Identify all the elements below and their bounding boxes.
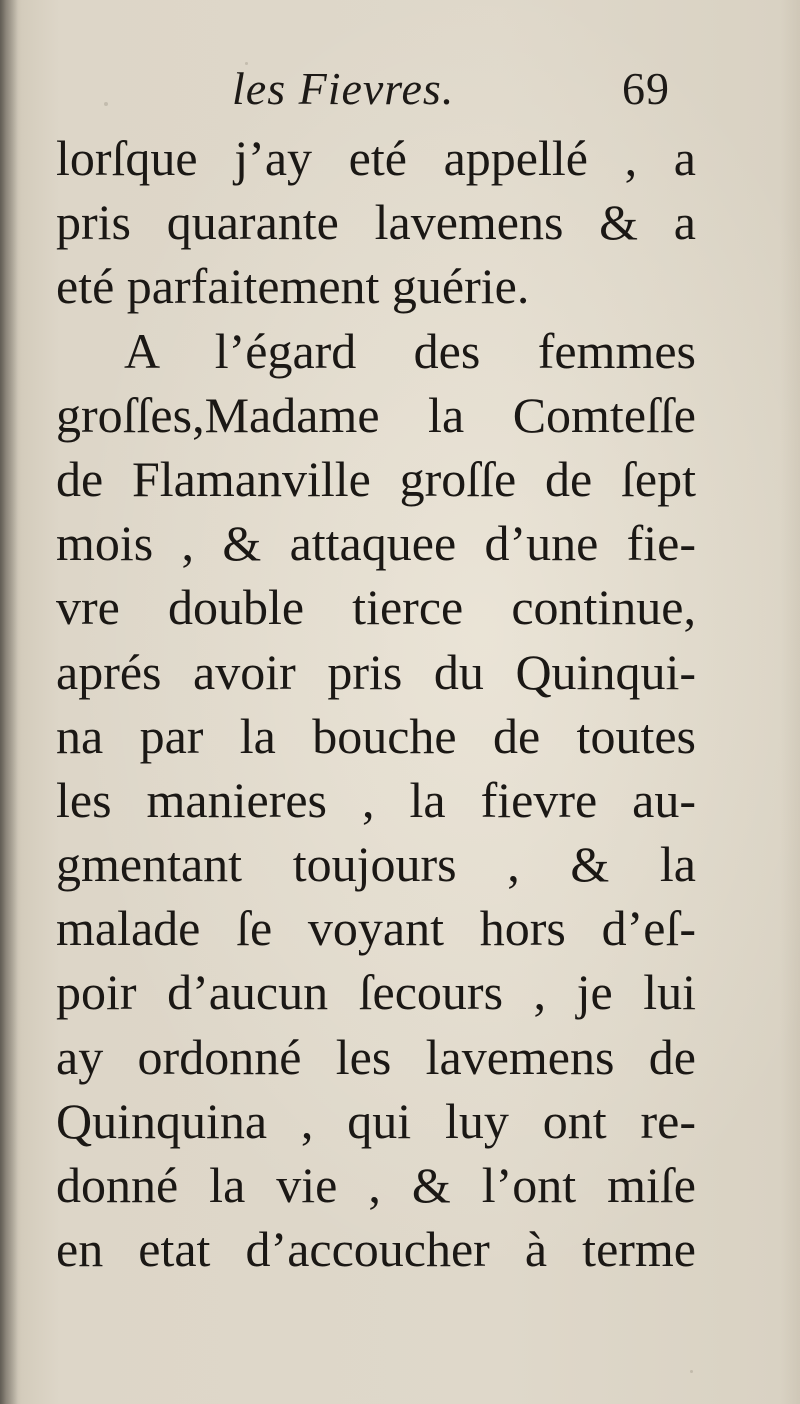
text-line: malade ſe voyant hors d’eſ- xyxy=(56,900,696,957)
text-line: lorſque j’ay eté appellé , a xyxy=(56,130,696,186)
page-gutter-shadow xyxy=(0,0,18,1404)
body-text xyxy=(56,126,696,1281)
text-line: mois , & attaquee d’une fie- xyxy=(56,515,696,572)
paper-speck xyxy=(690,1370,693,1373)
text-line: pris quarante lavemens & a xyxy=(56,194,696,251)
text-line: donné la vie , & l’ont miſe xyxy=(56,1157,696,1213)
text-line: poir d’aucun ſecours , je lui xyxy=(56,964,696,1021)
text-line: vre double tierce continue, xyxy=(56,579,696,636)
text-line: na par la bouche de toutes xyxy=(56,707,696,764)
page-header xyxy=(0,62,800,122)
text-line: eté parfaitement guérie. xyxy=(56,258,530,315)
text-line: aprés avoir pris du Quinqui- xyxy=(56,643,696,700)
running-title: les Fievres. xyxy=(232,63,455,114)
text-line: groſſes,Madame la Comteſſe xyxy=(56,386,696,443)
text-line: Quinquina , qui luy ont re- xyxy=(56,1092,696,1149)
text-line: gmentant toujours , & la xyxy=(56,836,696,893)
text-line: ay ordonné les lavemens de xyxy=(56,1028,696,1085)
text-line: A l’égard des femmes xyxy=(124,322,696,379)
text-line: de Flamanville groſſe de ſept xyxy=(56,450,696,507)
text-line: les manieres , la fievre au- xyxy=(56,771,696,828)
text-line: en etat d’accoucher à terme xyxy=(56,1221,696,1278)
page-number: 69 xyxy=(622,63,670,114)
